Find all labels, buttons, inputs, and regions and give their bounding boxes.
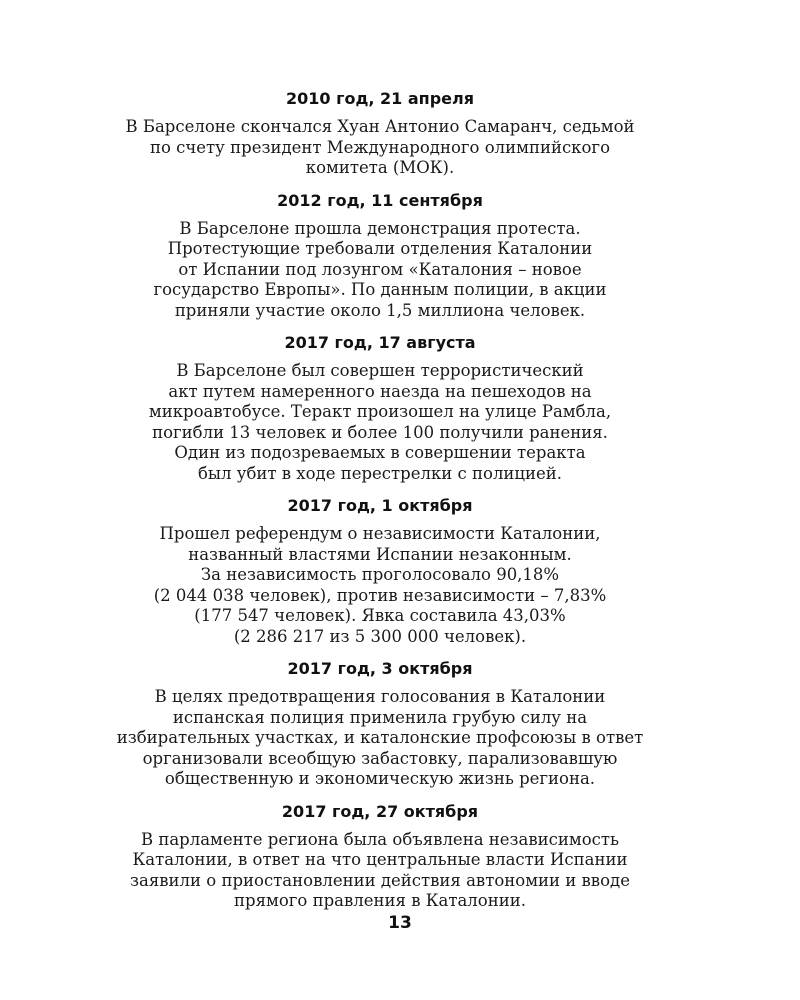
entry-date-heading: 2017 год, 17 августа [284,333,476,352]
timeline-entry [90,802,670,912]
entry-date-heading: 2017 год, 1 октября [287,496,473,515]
entry-text: В целях предотвращения голосования в Каталонии испанская полиция применила грубую силу на избирательных участках, и каталонские профсоюзы в ответ организовали всеобщую забастовку, парализовавшую общественную и экономическую жизнь региона. [116,687,644,788]
timeline-entry [90,496,670,647]
page-content [90,89,670,924]
page-number: 13 [388,913,412,933]
entry-text: В Барселоне прошла демонстрация протеста. Протестующие требовали отделения Каталонии от Испании под лозунгом «Каталония – новое государство Европы». По данным полиции, в акции приняли участие около 1,5 миллиона человек. [153,218,607,320]
timeline-entry [90,191,670,322]
entry-date-heading: 2017 год, 3 октября [287,659,473,678]
timeline-entry [90,659,670,790]
entry-date-heading: 2012 год, 11 сентября [277,190,483,210]
entry-text: В парламенте региона была объявлена независимость Каталонии, в ответ на что центральные власти Испании заявили о приостановлении действия автономии и вводе прямого правления в Каталонии. [130,829,630,910]
entry-text: В Барселоне был совершен террористический акт путем намеренного наезда на пешеходов на микроавтобусе. Теракт произошел на улице Рамбла, погибли 13 человек и более 100 получили ранения. Один из подозреваемых в совершении теракта был убит в ходе перестрелки с полицией. [148,361,612,483]
entry-date-heading: 2010 год, 21 апреля [285,89,474,108]
entry-text: В Барселоне скончался Хуан Антонио Самаранч, седьмой по счету президент Международного олимпийского комитета (МОК). [125,117,635,177]
entry-text: Прошел референдум о независимости Каталонии, названный властями Испании незаконным. За независимость проголосовало 90,18% (2 044 038 человек), против независимости – 7,83% (177 547 человек). Явка составила 43,03% (2 286 217 из 5 300 000 человек). [153,524,607,646]
timeline-entry [90,333,670,484]
timeline-entry [90,89,670,179]
entry-date-heading: 2017 год, 27 октября [281,801,479,821]
